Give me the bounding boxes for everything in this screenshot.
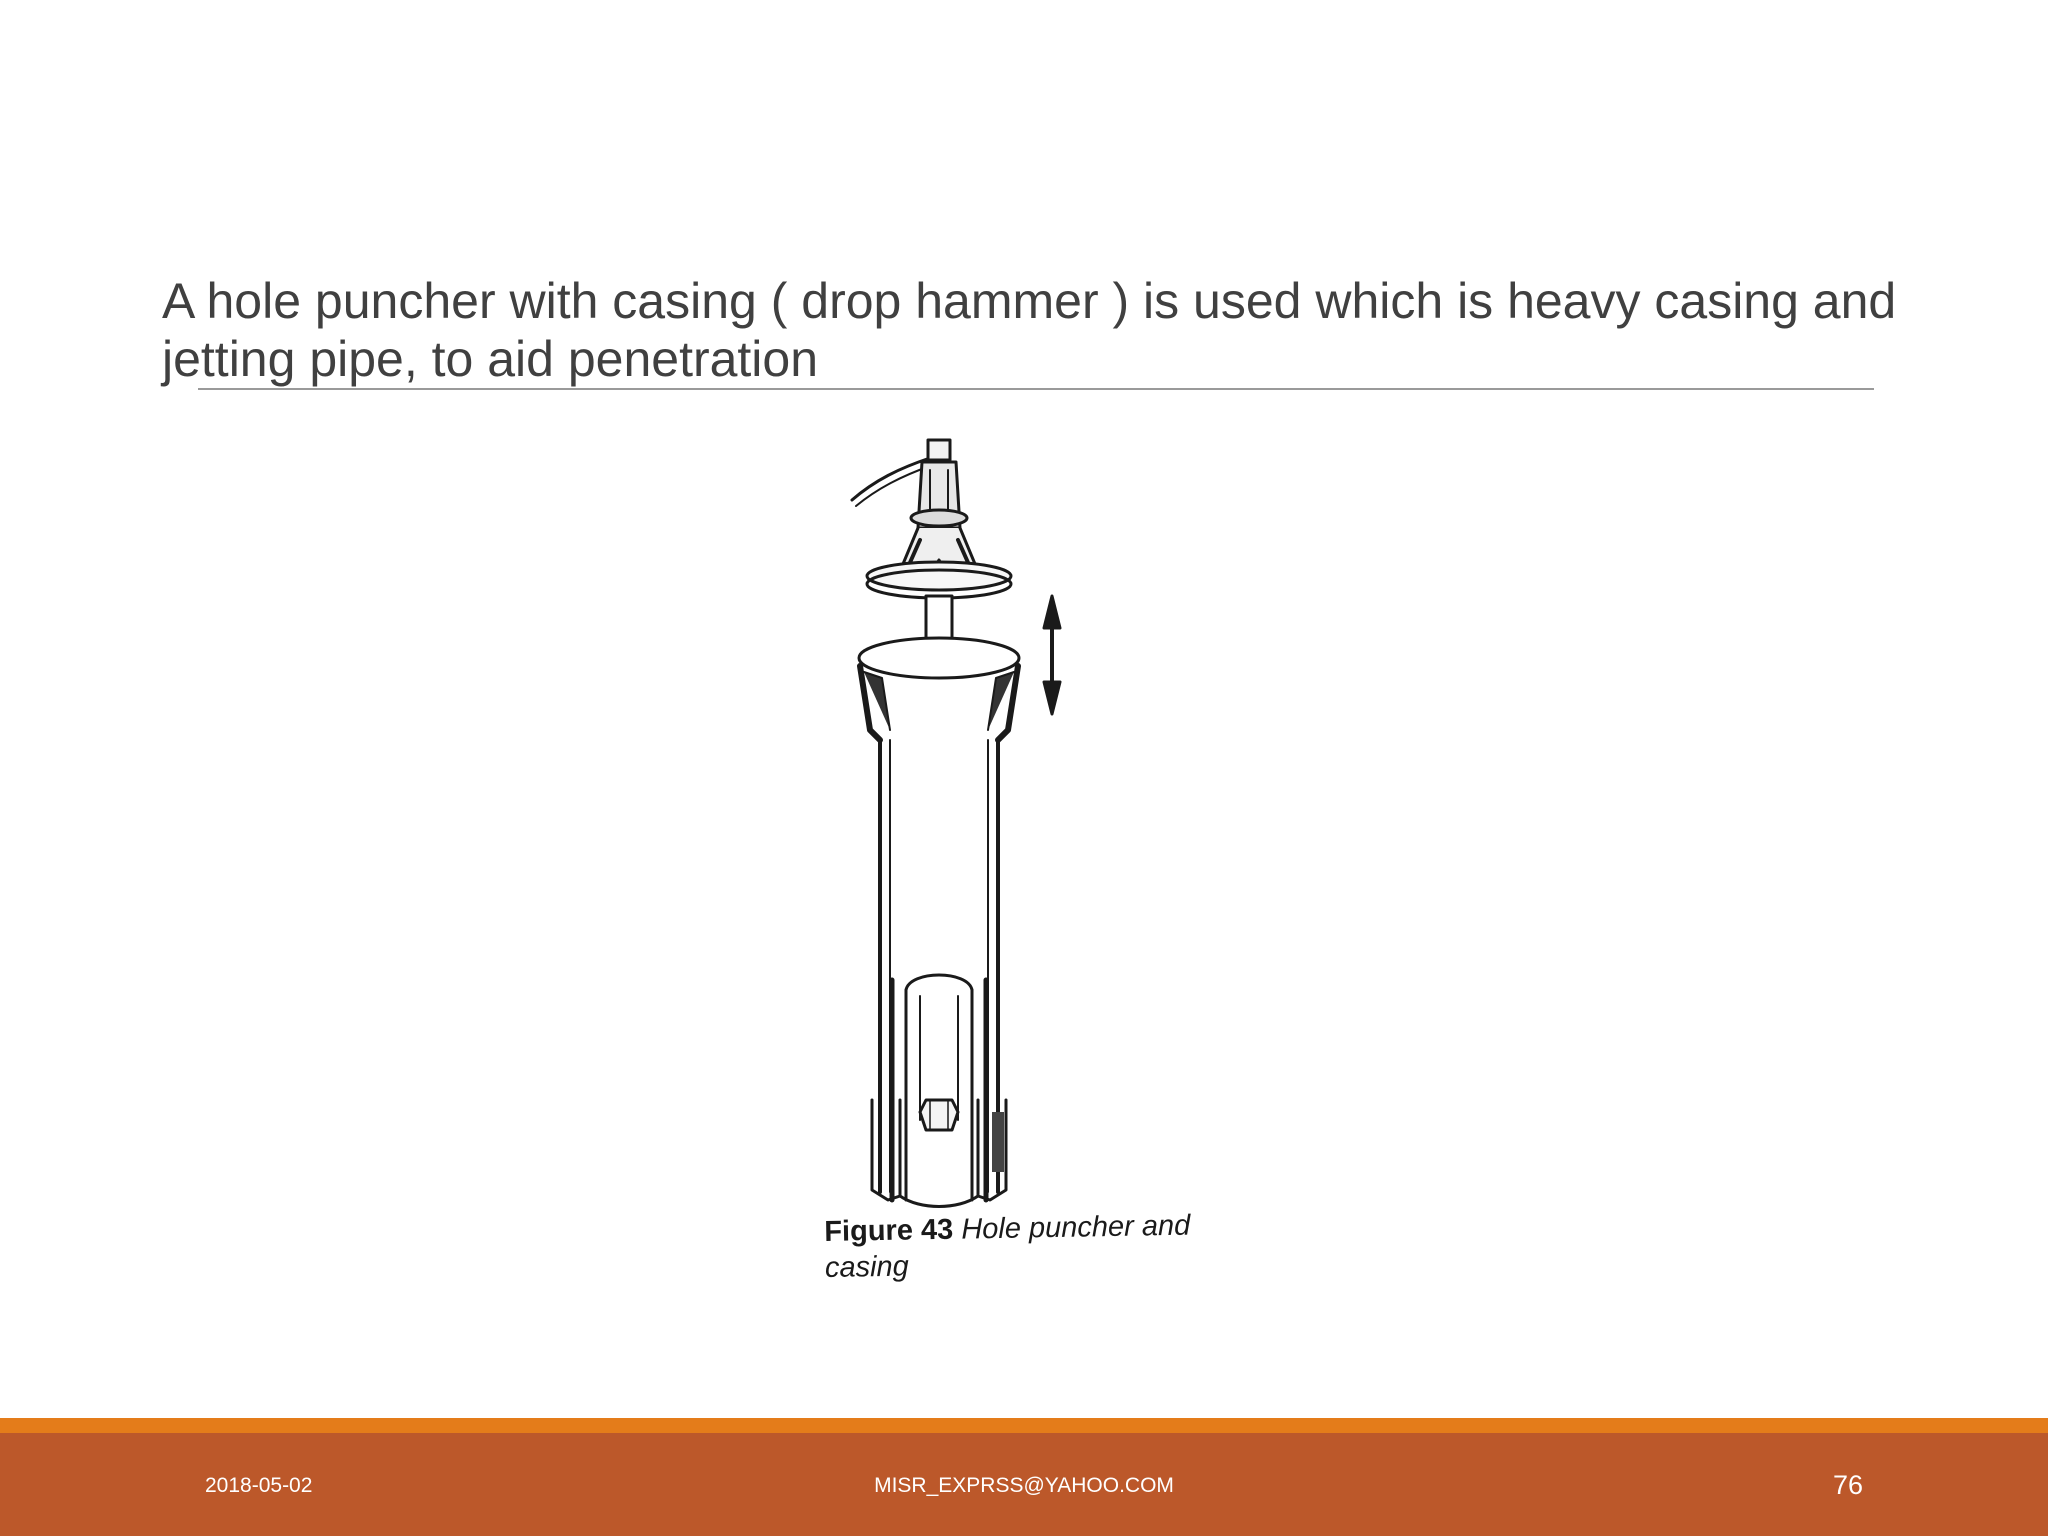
figure-caption (824, 1207, 1225, 1286)
hole-puncher-illustration (780, 400, 1240, 1320)
figure-number: Figure 43 (824, 1213, 954, 1248)
title-underline-divider (198, 388, 1874, 390)
footer-email: MISR_EXPRSS@YAHOO.COM (874, 1474, 1174, 1497)
hole-puncher-drawing (780, 400, 1240, 1320)
footer-accent-stripe (0, 1418, 2048, 1433)
slide-title: A hole puncher with casing ( drop hammer ) is used which is heavy casing and jetting pipe, to aid penetration (162, 273, 1897, 387)
figure-caption-text: Hole puncher and casing (824, 1209, 1191, 1284)
footer-date: 2018-05-02 (205, 1474, 313, 1497)
slide-page-number: 76 (1832, 1470, 1863, 1500)
